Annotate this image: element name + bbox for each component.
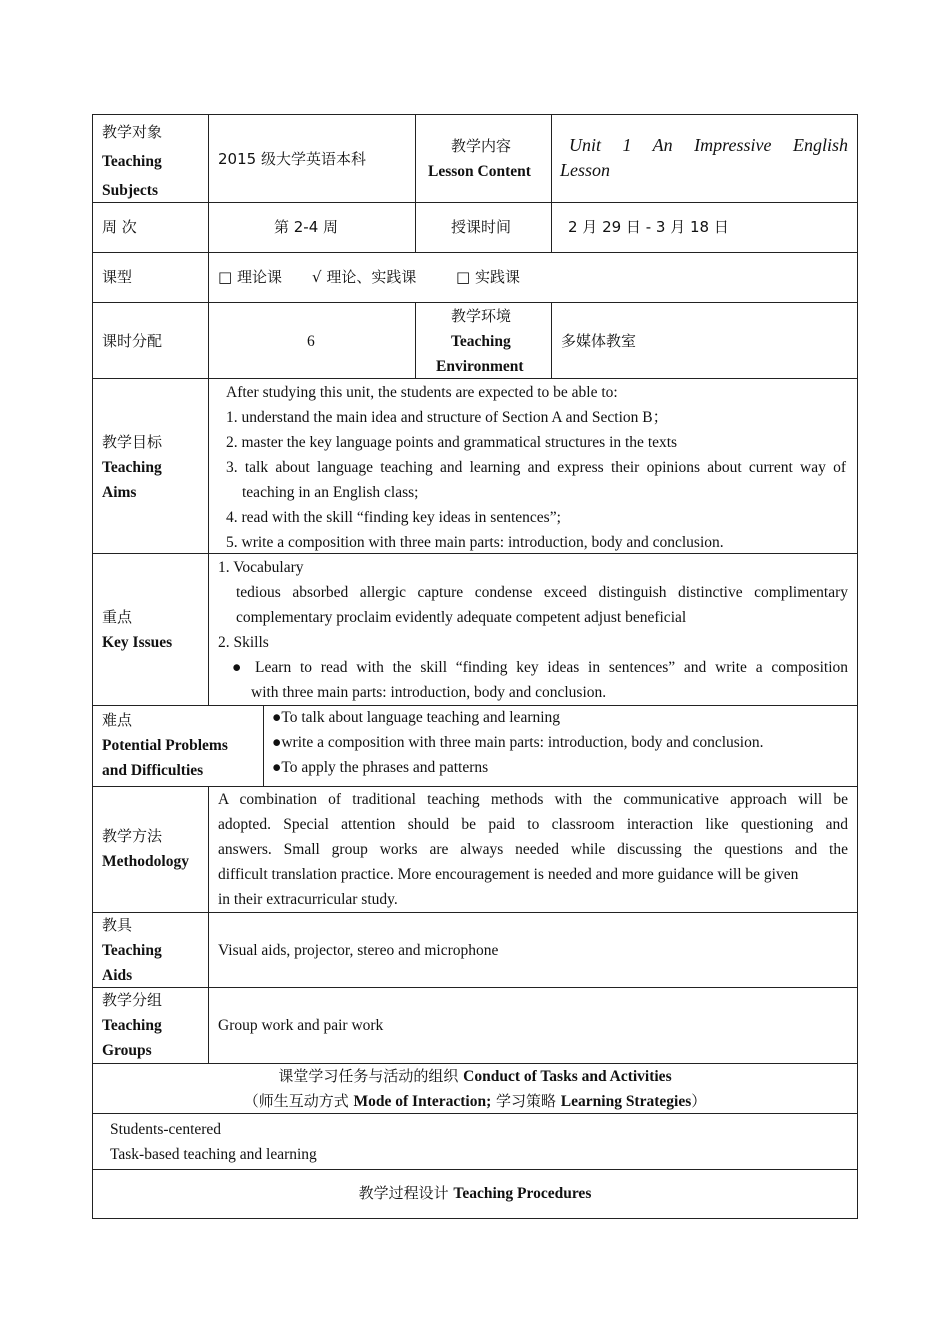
aims-line: 4. read with the skill “finding key ideas in sentences”; [226,509,561,526]
procedures-title [92,1181,858,1206]
aims-line: After studying this unit, the students are expected to be able to: [226,384,618,401]
week-label: 周 次 [102,218,137,236]
key-issues-line: with three main parts: introduction, body and conclusion. [251,684,607,701]
difficulties-line: ●write a composition with three main parts: introduction, body and conclusion. [272,734,764,751]
difficulties-label-cn: 难点 [102,711,133,729]
difficulties-line: ●To apply the phrases and patterns [272,759,489,776]
course-type-label: 课型 [102,268,133,286]
conduct-line-2-a: （师生互动方式 [243,1092,354,1110]
subjects-label-cn: 教学对象 [102,123,163,141]
hours-label: 课时分配 [102,332,163,350]
lesson-content-label-en: Lesson Content [428,163,531,180]
environment-value: 多媒体教室 [561,332,637,350]
difficulties-label-en-2: and Difficulties [102,762,204,779]
procedures-title-cn: 教学过程设计 [358,1184,454,1202]
methodology-line: difficult translation practice. More encouragement is needed and more guidance will be given [218,866,799,883]
methodology-label-en: Methodology [102,853,189,870]
key-issues-line: 2. Skills [218,634,269,651]
conduct-line-2 [92,1089,858,1114]
subjects-label-en-1: Teaching [102,153,162,170]
conduct-line-2-b: Mode of Interaction; [353,1093,492,1110]
interaction-line-1: Students-centered [110,1121,222,1138]
methodology-line: A combination of traditional teaching methods with the communicative approach will be [218,791,848,808]
class-time-label: 授课时间 [451,218,512,236]
aids-label-cn: 教具 [102,916,133,934]
conduct-line-2-c: 学习策略 [491,1092,561,1110]
groups-label-en-1: Teaching [102,1017,162,1034]
aims-line: 3. talk about language teaching and learning and express their opinions about current way of [226,459,846,476]
difficulties-label-en-1: Potential Problems [102,737,228,754]
groups-label-en-2: Groups [102,1042,152,1059]
key-issues-line: ● Learn to read with the skill “finding key ideas in sentences” and write a composition [232,659,848,676]
interaction-line-2: Task-based teaching and learning [110,1146,317,1163]
class-time-value: 2 月 29 日 - 3 月 18 日 [568,218,729,236]
aids-value: Visual aids, projector, stereo and microphone [218,942,499,959]
methodology-line: answers. Small group works are always needed while discussing the questions and the [218,841,848,858]
key-issues-line: tedious absorbed allergic capture condense exceed distinguish distinctive complimentary [236,584,848,601]
week-value: 第 2-4 周 [274,218,339,236]
key-issues-label-en: Key Issues [102,634,173,651]
aims-line: 2. master the key language points and grammatical structures in the texts [226,434,678,451]
environment-label-en-2: Environment [436,358,524,375]
course-type-practice: □ 实践课 [456,268,520,286]
aims-line: 5. write a composition with three main parts: introduction, body and conclusion. [226,534,724,551]
conduct-line-1-cn: 课堂学习任务与活动的组织 [278,1067,464,1085]
aids-label-en-1: Teaching [102,942,162,959]
conduct-line-2-e: ） [691,1092,707,1110]
conduct-line-2-d: Learning Strategies [560,1093,692,1110]
aims-line: 1. understand the main idea and structure of Section A and Section B； [226,409,669,426]
environment-label-en-1: Teaching [451,333,511,350]
subjects-value: 2015 级大学英语本科 [218,150,366,168]
course-type-theory-practice: √ 理论、实践课 [312,268,417,286]
lesson-content-value-1: Unit 1 An Impressive English [569,135,848,155]
aims-line: teaching in an English class; [242,484,419,501]
aims-label-cn: 教学目标 [102,433,163,451]
difficulties-line: ●To talk about language teaching and learning [272,709,561,726]
procedures-title-en: Teaching Procedures [453,1185,592,1202]
aims-label-en-2: Aims [102,484,137,501]
key-issues-label-cn: 重点 [102,608,133,626]
conduct-line-1-en: Conduct of Tasks and Activities [463,1068,672,1085]
conduct-line-1 [92,1064,858,1089]
hours-value: 6 [307,333,315,350]
methodology-label-cn: 教学方法 [102,827,163,845]
groups-label-cn: 教学分组 [102,991,163,1009]
key-issues-line: complementary proclaim evidently adequate competent adjust beneficial [236,609,687,626]
methodology-line: in their extracurricular study. [218,891,398,908]
subjects-label-en-2: Subjects [102,182,158,199]
environment-label-cn: 教学环境 [451,307,512,325]
aids-label-en-2: Aids [102,967,133,984]
lesson-content-label-cn: 教学内容 [451,137,512,155]
key-issues-line: 1. Vocabulary [218,559,304,576]
groups-value: Group work and pair work [218,1017,384,1034]
methodology-line: adopted. Special attention should be paid to classroom interaction like questioning and [218,816,848,833]
aims-label-en-1: Teaching [102,459,162,476]
course-type-theory: □ 理论课 [218,268,282,286]
lesson-content-value-2: Lesson [560,160,611,180]
